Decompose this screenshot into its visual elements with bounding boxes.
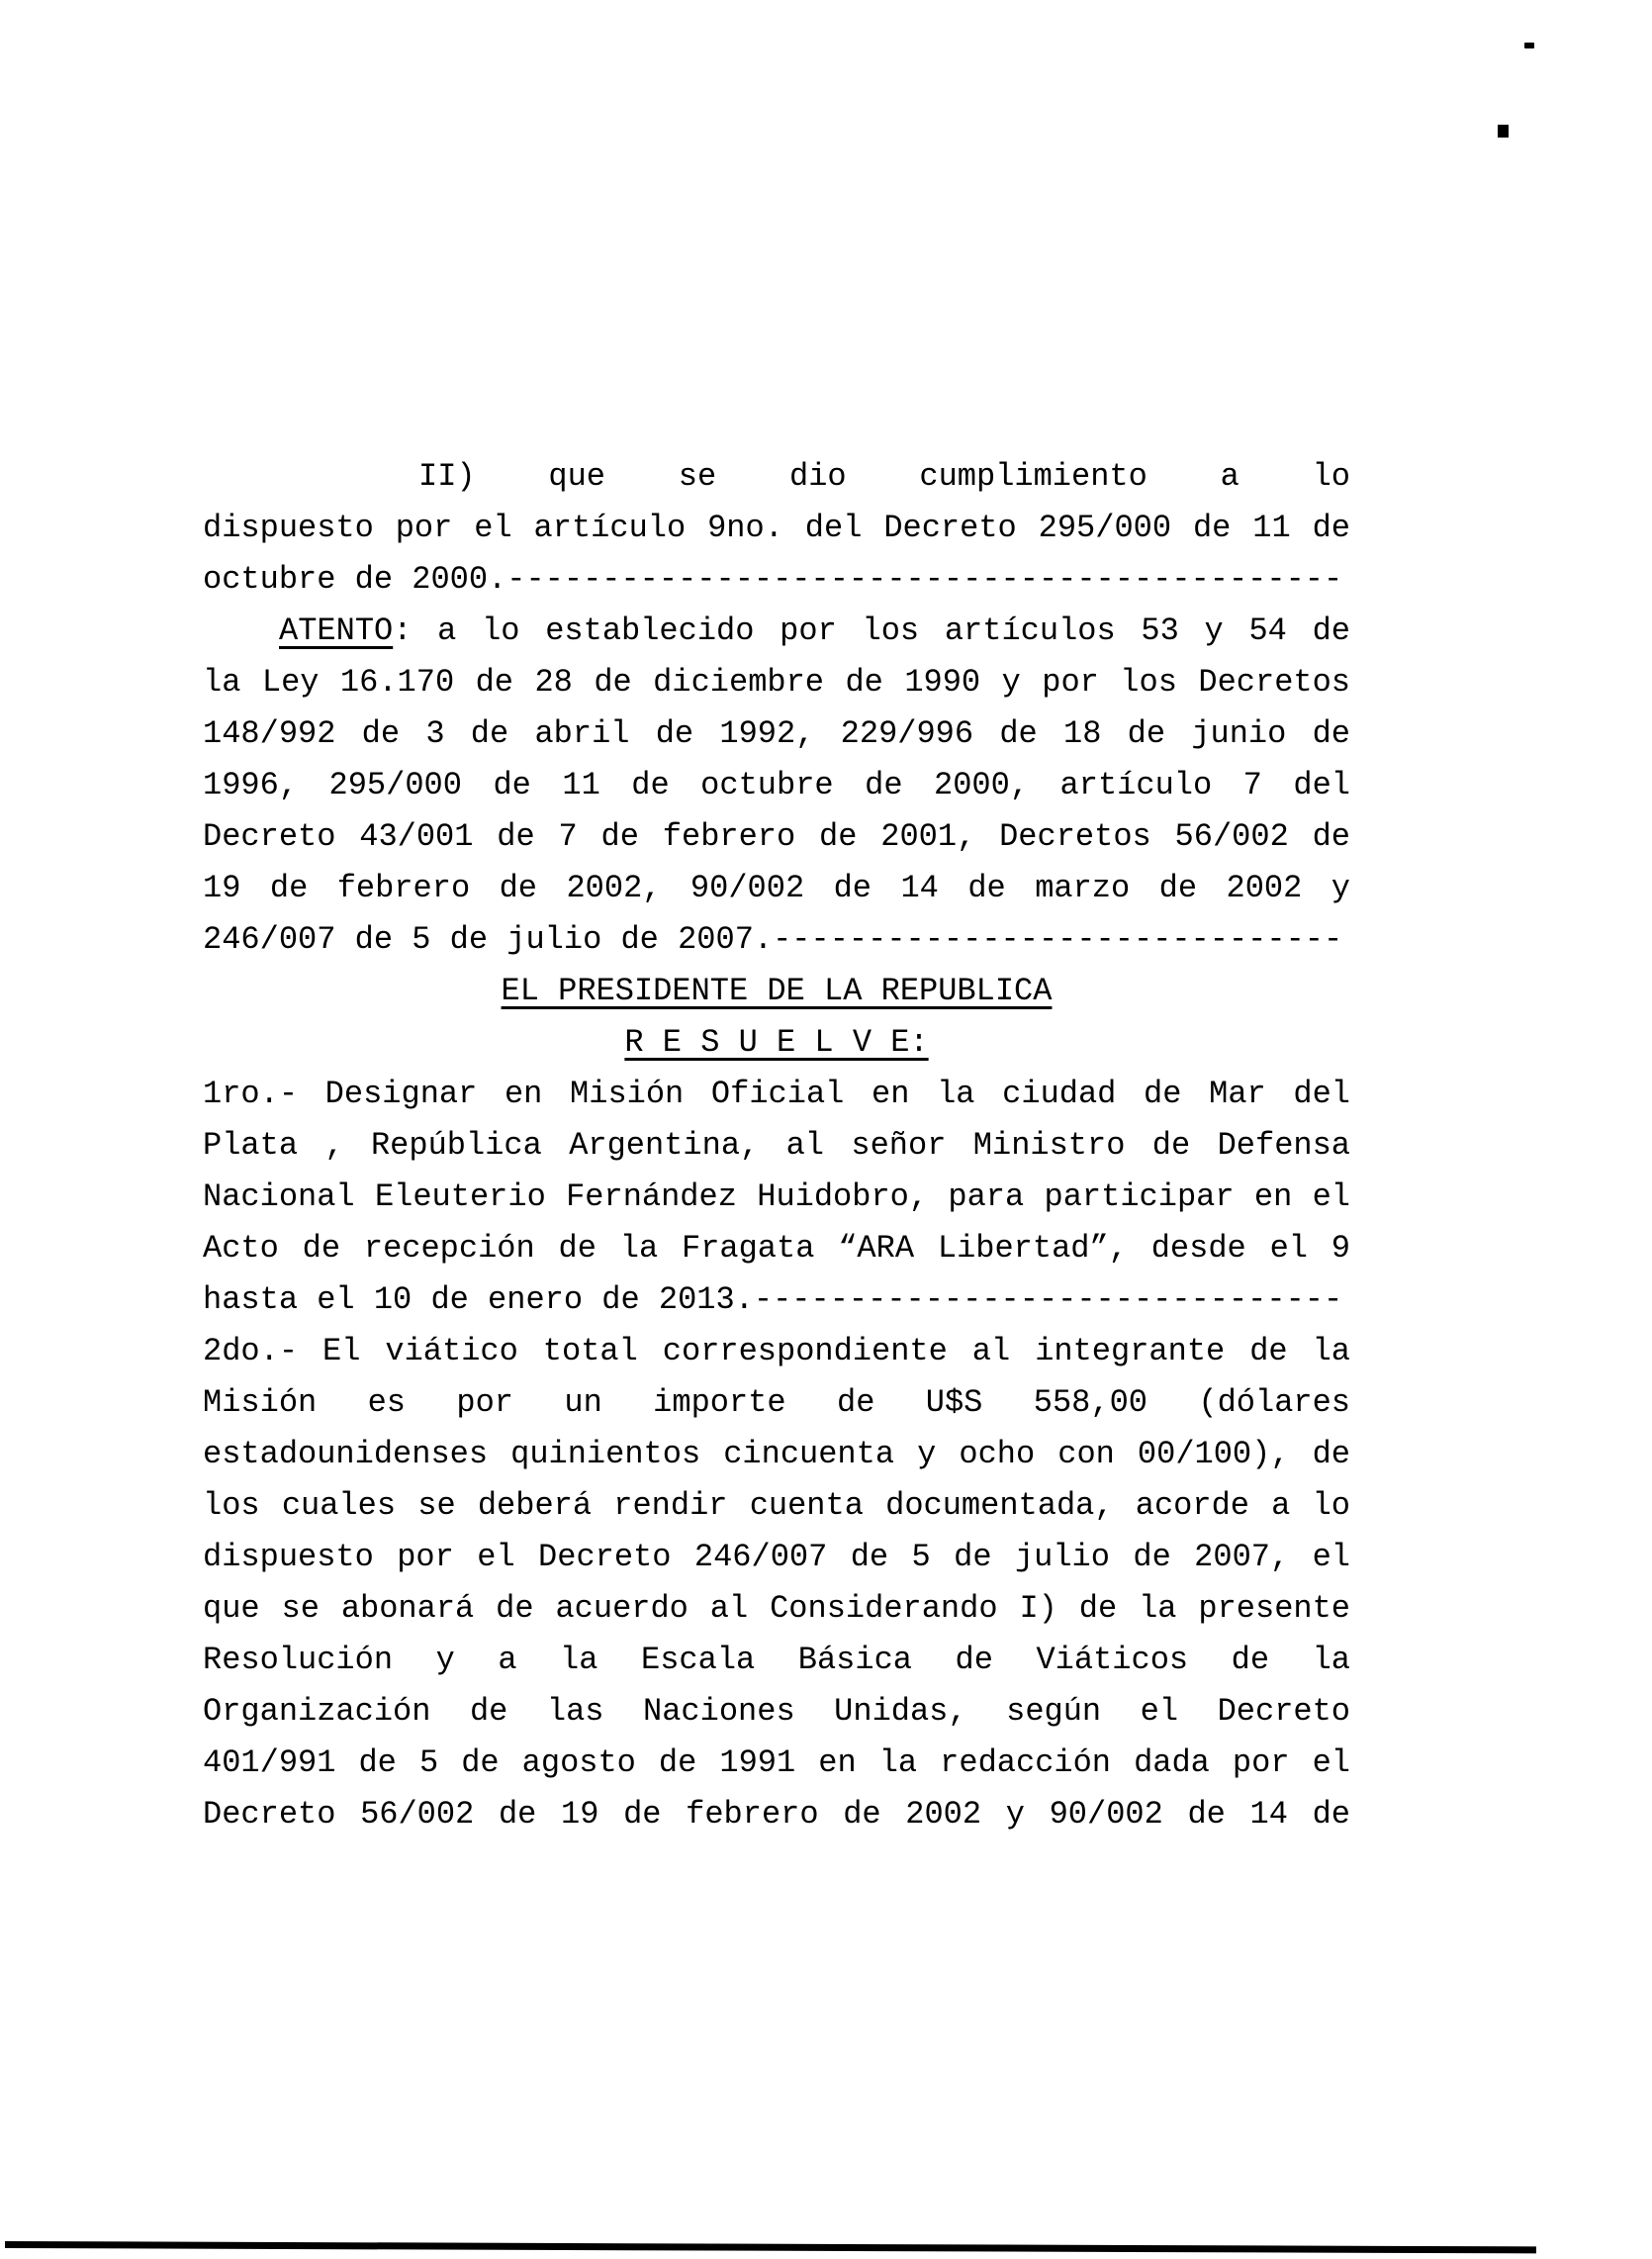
document-line: Plata , República Argentina, al señor Ministro de Defensa: [203, 1127, 1350, 1164]
document-line: octubre de 2000.--------------------------------------------: [203, 561, 1343, 598]
document-line: 246/007 de 5 de julio de 2007.------------------------------: [203, 921, 1343, 958]
document-line: 1ro.- Designar en Misión Oficial en la ciudad de Mar del: [203, 1076, 1350, 1112]
scan-noise-dot: [1524, 43, 1534, 48]
document-line: [203, 1017, 1350, 1069]
document-line: estadounidenses quinientos cincuenta y ocho con 00/100), de: [203, 1436, 1350, 1472]
document-line: Resolución y a la Escala Básica de Viáticos de la: [203, 1642, 1350, 1678]
document-line: dispuesto por el artículo 9no. del Decreto 295/000 de 11 de: [203, 510, 1350, 546]
document-line: los cuales se deberá rendir cuenta documentada, acorde a lo: [203, 1487, 1350, 1524]
document-line: dispuesto por el Decreto 246/007 de 5 de julio de 2007, el: [203, 1539, 1350, 1575]
document-line: II) que se dio cumplimiento a lo: [418, 458, 1350, 495]
underlined-text: R E S U E L V E:: [624, 1024, 929, 1061]
document-line: 401/991 de 5 de agosto de 1991 en la redacción dada por el: [203, 1744, 1350, 1781]
underlined-text: EL PRESIDENTE DE LA REPUBLICA: [501, 973, 1053, 1009]
document-line: Decreto 43/001 de 7 de febrero de 2001, Decretos 56/002 de: [203, 818, 1350, 855]
document-line: Acto de recepción de la Fragata “ARA Libertad”, desde el 9: [203, 1230, 1350, 1267]
document-line: 19 de febrero de 2002, 90/002 de 14 de marzo de 2002 y: [203, 870, 1350, 906]
document-line: [203, 966, 1350, 1017]
document-line: Nacional Eleuterio Fernández Huidobro, para participar en el: [203, 1178, 1350, 1215]
scan-edge-line: [5, 2241, 1536, 2253]
document-line: Organización de las Naciones Unidas, según el Decreto: [203, 1693, 1350, 1730]
document-line: 2do.- El viático total correspondiente al integrante de la: [203, 1333, 1350, 1369]
scan-noise-dot: [1498, 125, 1509, 138]
document-line: 1996, 295/000 de 11 de octubre de 2000, artículo 7 del: [203, 767, 1350, 803]
document-body: [203, 451, 1350, 1840]
document-line: ATENTO: a lo establecido por los artículos 53 y 54 de: [279, 612, 1350, 649]
document-line: la Ley 16.170 de 28 de diciembre de 1990 y por los Decretos: [203, 664, 1350, 701]
document-line: que se abonará de acuerdo al Considerando I) de la presente: [203, 1590, 1350, 1627]
document-line: Misión es por un importe de U$S 558,00 (dólares: [203, 1384, 1350, 1421]
document-line: hasta el 10 de enero de 2013.-------------------------------: [203, 1281, 1343, 1318]
document-line: Decreto 56/002 de 19 de febrero de 2002 y 90/002 de 14 de: [203, 1796, 1350, 1833]
underlined-text: ATENTO: [279, 612, 394, 649]
document-line: 148/992 de 3 de abril de 1992, 229/996 de 18 de junio de: [203, 715, 1350, 752]
